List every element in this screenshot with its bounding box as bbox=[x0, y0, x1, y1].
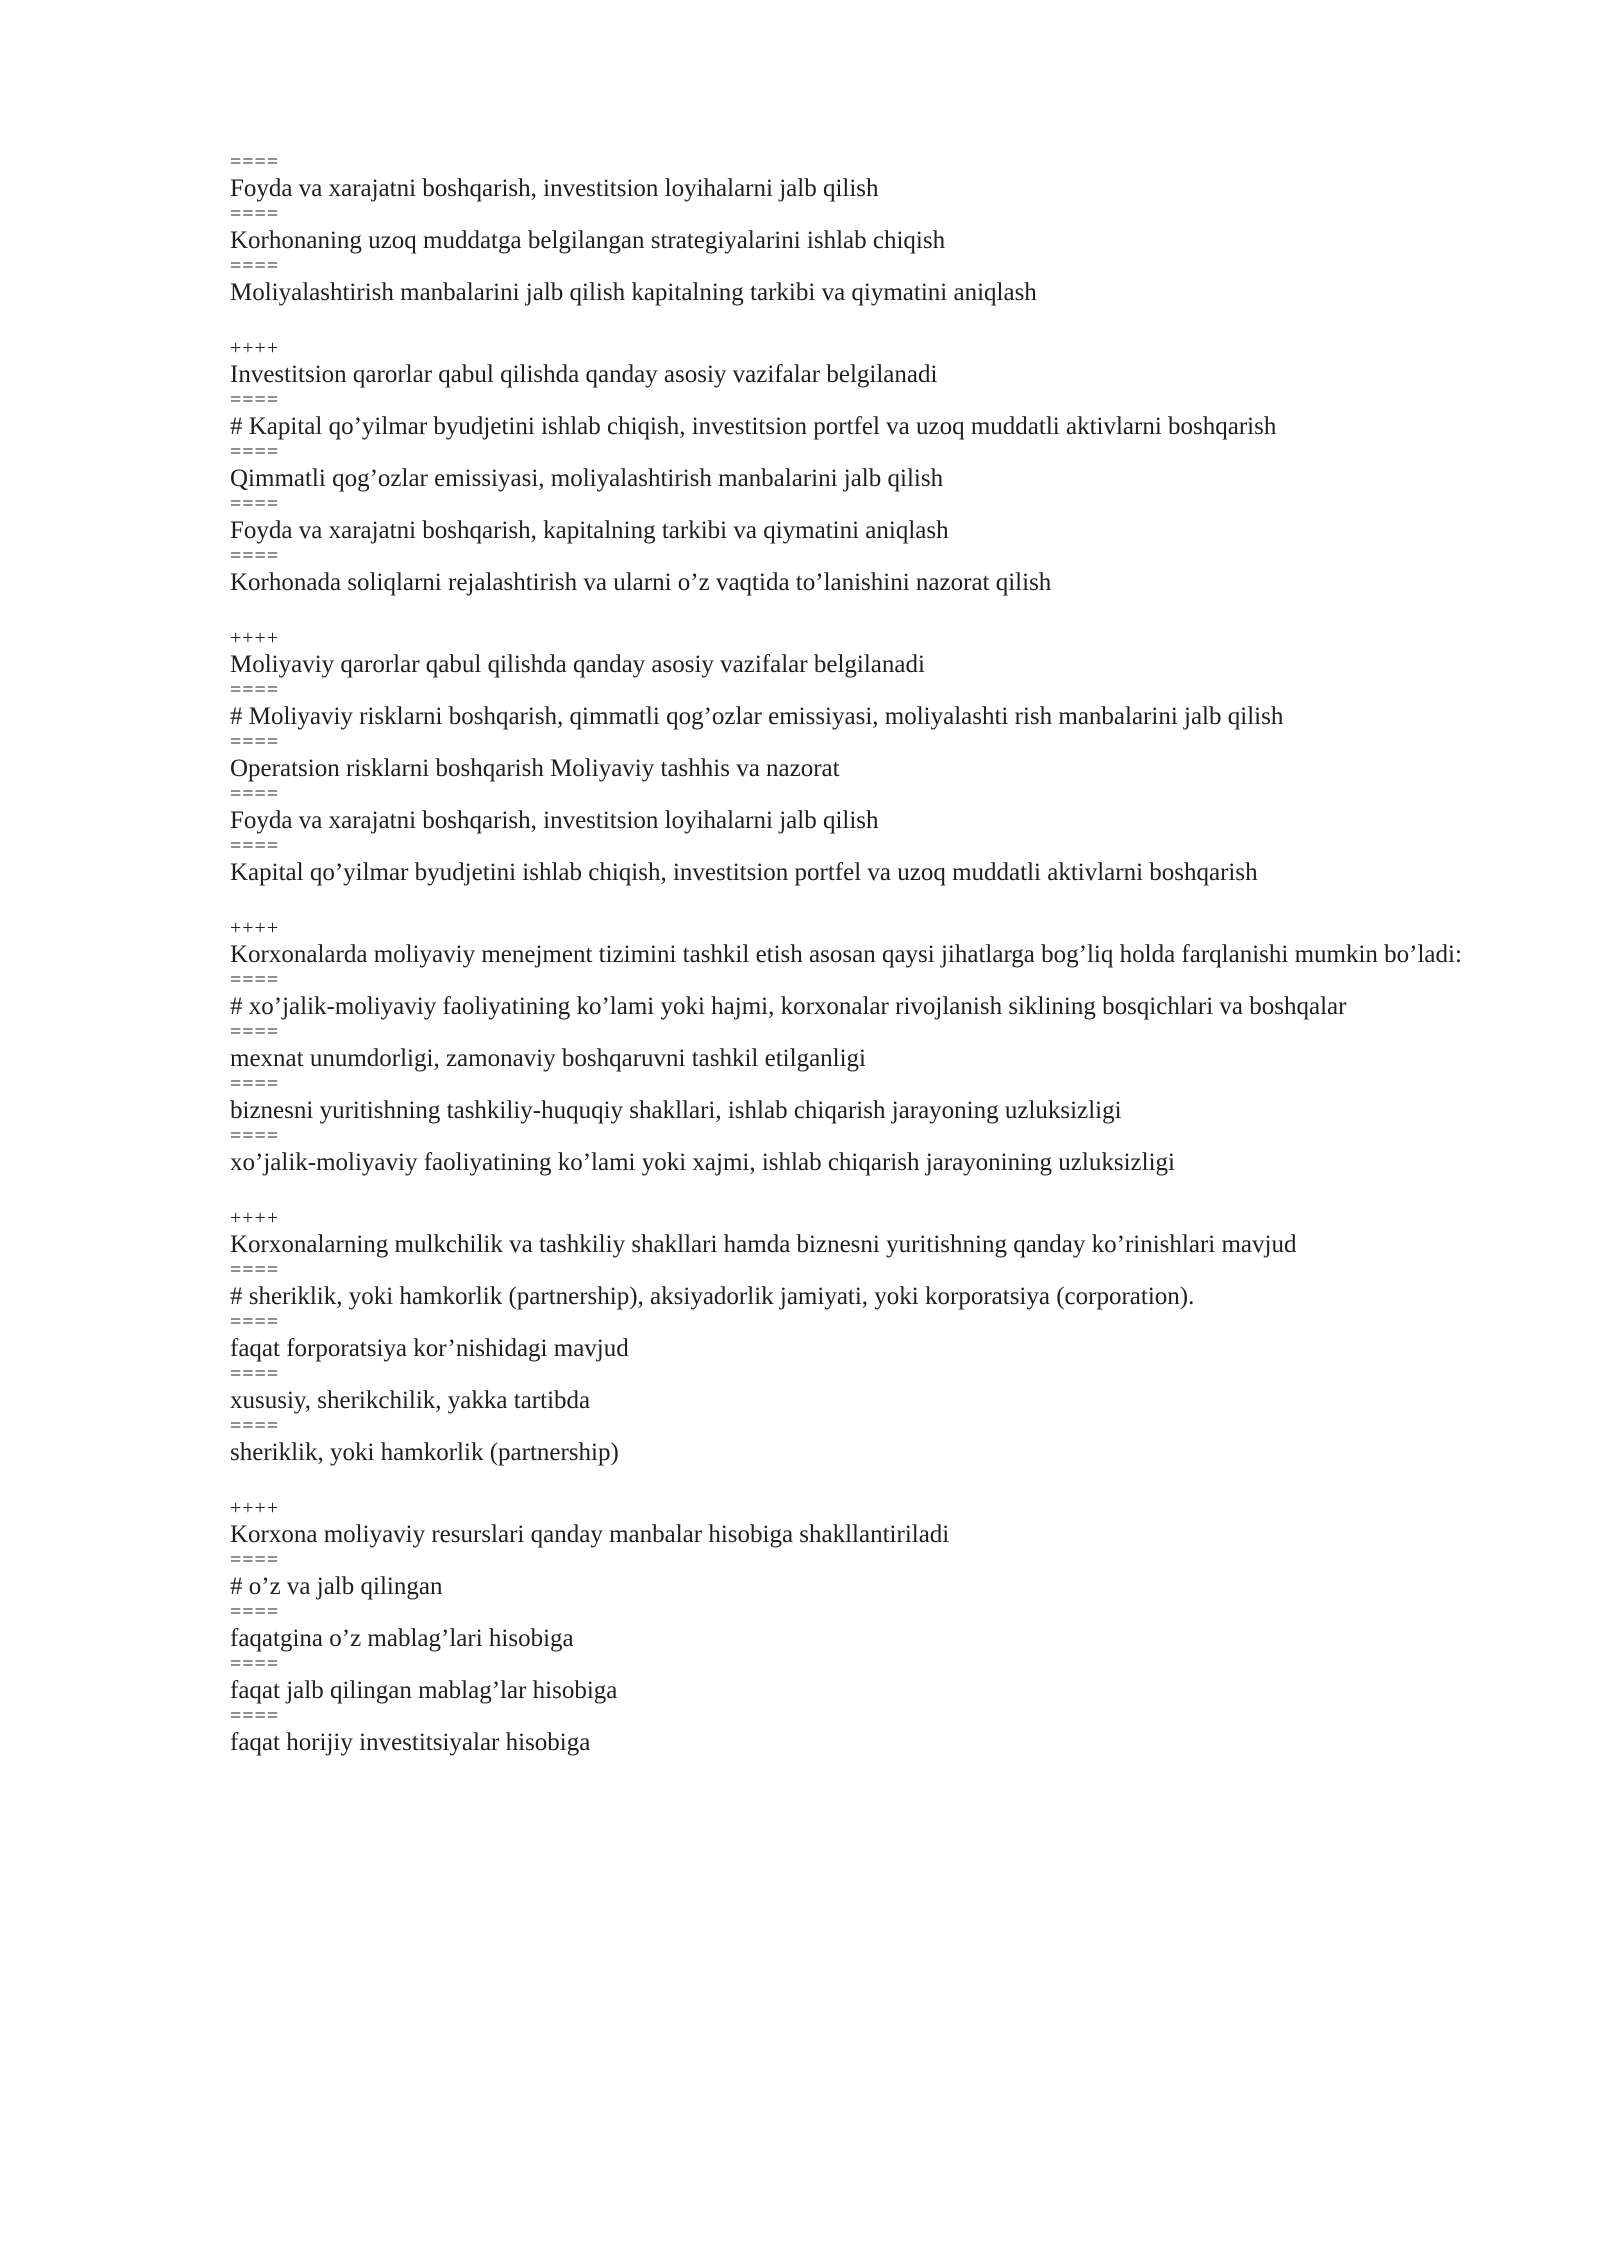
option-marker: ==== bbox=[230, 1259, 280, 1281]
option-marker: ==== bbox=[230, 1311, 280, 1333]
question-text: Korxona moliyaviy resurslari qanday manbalar hisobiga shakllantiriladi bbox=[230, 1521, 950, 1548]
answer-option: sheriklik, yoki hamkorlik (partnership) bbox=[230, 1439, 619, 1466]
question-block bbox=[230, 628, 1500, 888]
answer-option: Qimmatli qog’ozlar emissiyasi, moliyalashtirish manbalarini jalb qilish bbox=[230, 465, 944, 492]
option-marker: ==== bbox=[230, 1125, 280, 1147]
option-marker: ==== bbox=[230, 1549, 280, 1571]
option-marker: ==== bbox=[230, 835, 280, 857]
answer-option: Foyda va xarajatni boshqarish, investitsion loyihalarni jalb qilish bbox=[230, 175, 879, 202]
answer-option: Kapital qo’yilmar byudjetini ishlab chiqish, investitsion portfel va uzoq muddatli aktivlarni boshqarish bbox=[230, 859, 1258, 886]
answer-option: faqat jalb qilingan mablag’lar hisobiga bbox=[230, 1677, 618, 1704]
answer-option: mexnat unumdorligi, zamonaviy boshqaruvni tashkil etilganligi bbox=[230, 1045, 866, 1072]
question-marker: ++++ bbox=[230, 917, 280, 939]
option-marker: ==== bbox=[230, 203, 280, 225]
answer-option: faqatgina o’z mablag’lari hisobiga bbox=[230, 1625, 574, 1652]
answer-option: Operatsion risklarni boshqarish Moliyaviy tashhis va nazorat bbox=[230, 755, 840, 782]
question-block bbox=[230, 1208, 1500, 1468]
answer-option: Korhonaning uzoq muddatga belgilangan strategiyalarini ishlab chiqish bbox=[230, 227, 946, 254]
question-text: Moliyaviy qarorlar qabul qilishda qanday asosiy vazifalar belgilanadi bbox=[230, 651, 925, 678]
answer-option: xususiy, sherikchilik, yakka tartibda bbox=[230, 1387, 591, 1414]
answer-option: # o’z va jalb qilingan bbox=[230, 1573, 443, 1600]
question-block bbox=[230, 918, 1500, 1178]
answer-option: biznesni yuritishning tashkiliy-huquqiy shakllari, ishlab chiqarish jarayoning uzluksizligi bbox=[230, 1097, 1122, 1124]
answer-option: Moliyalashtirish manbalarini jalb qilish kapitalning tarkibi va qiymatini aniqlash bbox=[230, 279, 1037, 306]
option-marker: ==== bbox=[230, 545, 280, 567]
question-marker: ++++ bbox=[230, 627, 280, 649]
question-text: Korxonalarning mulkchilik va tashkiliy shakllari hamda biznesni yuritishning qanday ko’rinishlari mavjud bbox=[230, 1231, 1297, 1258]
option-marker: ==== bbox=[230, 969, 280, 991]
question-text: Investitsion qarorlar qabul qilishda qanday asosiy vazifalar belgilanadi bbox=[230, 361, 938, 388]
option-marker: ==== bbox=[230, 1653, 280, 1675]
question-marker: ++++ bbox=[230, 1207, 280, 1229]
question-block bbox=[230, 1498, 1500, 1758]
option-marker: ==== bbox=[230, 783, 280, 805]
question-text: Korxonalarda moliyaviy menejment tizimini tashkil etish asosan qaysi jihatlarga bog’liq holda farqlanishi mumkin bo’ladi: bbox=[230, 941, 1462, 968]
option-marker: ==== bbox=[230, 1073, 280, 1095]
question-marker: ++++ bbox=[230, 1497, 280, 1519]
option-marker: ==== bbox=[230, 389, 280, 411]
option-marker: ==== bbox=[230, 151, 280, 173]
answer-option: # sheriklik, yoki hamkorlik (partnership), aksiyadorlik jamiyati, yoki korporatsiya (corporation). bbox=[230, 1283, 1195, 1310]
answer-option: faqat forporatsiya kor’nishidagi mavjud bbox=[230, 1335, 629, 1362]
option-marker: ==== bbox=[230, 1415, 280, 1437]
option-marker: ==== bbox=[230, 1705, 280, 1727]
answer-option: Korhonada soliqlarni rejalashtirish va ularni o’z vaqtida to’lanishini nazorat qilish bbox=[230, 569, 1052, 596]
option-marker: ==== bbox=[230, 1601, 280, 1623]
answer-option: Foyda va xarajatni boshqarish, kapitalning tarkibi va qiymatini aniqlash bbox=[230, 517, 949, 544]
answer-option: # Moliyaviy risklarni boshqarish, qimmatli qog’ozlar emissiyasi, moliyalashti rish manbalarini jalb qilish bbox=[230, 703, 1284, 730]
question-block bbox=[230, 152, 1500, 308]
question-marker: ++++ bbox=[230, 337, 280, 359]
option-marker: ==== bbox=[230, 1021, 280, 1043]
option-marker: ==== bbox=[230, 731, 280, 753]
option-marker: ==== bbox=[230, 493, 280, 515]
answer-option: faqat horijiy investitsiyalar hisobiga bbox=[230, 1729, 591, 1756]
question-block bbox=[230, 338, 1500, 598]
option-marker: ==== bbox=[230, 1363, 280, 1385]
option-marker: ==== bbox=[230, 255, 280, 277]
answer-option: xo’jalik-moliyaviy faoliyatining ko’lami yoki xajmi, ishlab chiqarish jarayonining uzluksizligi bbox=[230, 1149, 1175, 1176]
option-marker: ==== bbox=[230, 441, 280, 463]
answer-option: Foyda va xarajatni boshqarish, investitsion loyihalarni jalb qilish bbox=[230, 807, 879, 834]
answer-option: # xo’jalik-moliyaviy faoliyatining ko’lami yoki hajmi, korxonalar rivojlanish siklining bosqichlari va boshqalar bbox=[230, 993, 1347, 1020]
option-marker: ==== bbox=[230, 679, 280, 701]
document-page bbox=[230, 152, 1500, 1788]
answer-option: # Kapital qo’yilmar byudjetini ishlab chiqish, investitsion portfel va uzoq muddatli aktivlarni boshqarish bbox=[230, 413, 1277, 440]
